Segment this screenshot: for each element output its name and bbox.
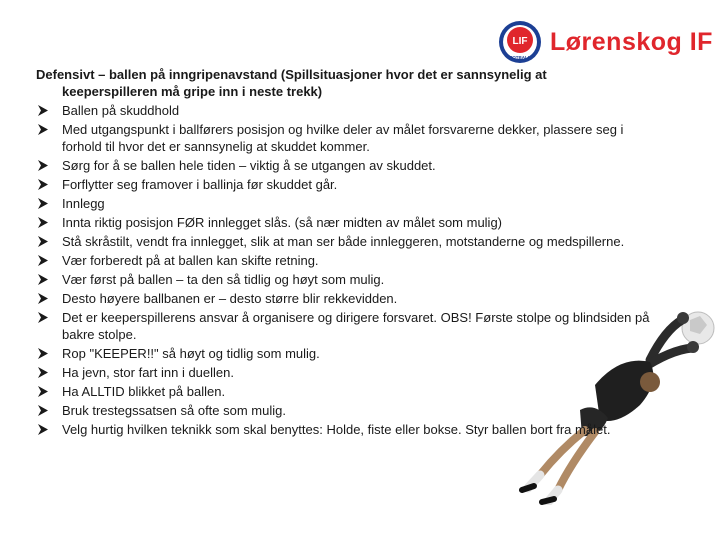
badge-ribbon-text: FOTBALL xyxy=(509,55,531,60)
section-heading xyxy=(36,66,666,100)
list-item xyxy=(36,102,666,119)
arrow-bullet-icon xyxy=(36,345,50,362)
list-item-text: Desto høyere ballbanen er – desto større blir rekkevidden. xyxy=(62,291,398,306)
list-item xyxy=(36,157,666,174)
list-item xyxy=(36,176,666,193)
list-item xyxy=(36,345,666,362)
list-item xyxy=(36,309,666,343)
list-item-text: Rop "KEEPER!!" så høyt og tidlig som mulig. xyxy=(62,346,320,361)
list-item xyxy=(36,364,666,381)
club-logo xyxy=(498,20,714,64)
arrow-bullet-icon xyxy=(36,176,50,193)
arrow-bullet-icon xyxy=(36,121,50,138)
arrow-bullet-icon xyxy=(36,252,50,269)
club-badge-icon xyxy=(498,20,542,64)
arrow-bullet-icon xyxy=(36,195,50,212)
list-item-text: Vær først på ballen – ta den så tidlig og høyt som mulig. xyxy=(62,272,385,287)
list-item xyxy=(36,383,666,400)
arrow-bullet-icon xyxy=(36,309,50,326)
bullet-list xyxy=(36,102,666,438)
list-item xyxy=(36,271,666,288)
arrow-bullet-icon xyxy=(36,290,50,307)
list-item xyxy=(36,195,666,212)
list-item xyxy=(36,402,666,419)
arrow-bullet-icon xyxy=(36,102,50,119)
list-item xyxy=(36,121,666,155)
list-item-text: Ha ALLTID blikket på ballen. xyxy=(62,384,226,399)
list-item xyxy=(36,214,666,231)
arrow-bullet-icon xyxy=(36,402,50,419)
content-area xyxy=(36,66,666,440)
heading-line-1: Defensivt – ballen på inngripenavstand (Spillsituasjoner hvor det er sannsynelig at xyxy=(36,67,547,82)
arrow-bullet-icon xyxy=(36,421,50,438)
list-item-text: Vær forberedt på at ballen kan skifte retning. xyxy=(62,253,319,268)
list-item-text: Med utgangspunkt i ballførers posisjon og hvilke deler av målet forsvarerne dekker, plassere seg i forhold til hvor det er sannsynelig at skuddet kommer. xyxy=(62,122,624,154)
list-item-text: Forflytter seg framover i ballinja før skuddet går. xyxy=(62,177,338,192)
heading-line-2: keeperspilleren må gripe inn i neste trekk) xyxy=(62,84,323,99)
list-item-text: Velg hurtig hvilken teknikk som skal benyttes: Holde, fiste eller bokse. Styr ballen bort fra målet. xyxy=(62,422,611,437)
arrow-bullet-icon xyxy=(36,157,50,174)
badge-text: LIF xyxy=(512,36,528,47)
list-item-text: Sørg for å se ballen hele tiden – viktig å se utgangen av skuddet. xyxy=(62,158,436,173)
list-item-text: Innlegg xyxy=(62,196,105,211)
club-name: Lørenskog IF xyxy=(550,28,713,56)
list-item-text: Det er keeperspillerens ansvar å organisere og dirigere forsvaret. OBS! Første stolpe og blindsiden på bakre stolpe. xyxy=(62,310,650,342)
arrow-bullet-icon xyxy=(36,214,50,231)
arrow-bullet-icon xyxy=(36,364,50,381)
arrow-bullet-icon xyxy=(36,383,50,400)
list-item xyxy=(36,252,666,269)
list-item-text: Ballen på skuddhold xyxy=(62,103,180,118)
arrow-bullet-icon xyxy=(36,233,50,250)
list-item-text: Innta riktig posisjon FØR innlegget slås. (så nær midten av målet som mulig) xyxy=(62,215,503,230)
list-item-text: Stå skråstilt, vendt fra innlegget, slik at man ser både innleggeren, motstanderne og medspillerne. xyxy=(62,234,625,249)
list-item-text: Ha jevn, stor fart inn i duellen. xyxy=(62,365,234,380)
list-item xyxy=(36,233,666,250)
list-item xyxy=(36,290,666,307)
list-item xyxy=(36,421,666,438)
list-item-text: Bruk trestegssatsen så ofte som mulig. xyxy=(62,403,286,418)
arrow-bullet-icon xyxy=(36,271,50,288)
